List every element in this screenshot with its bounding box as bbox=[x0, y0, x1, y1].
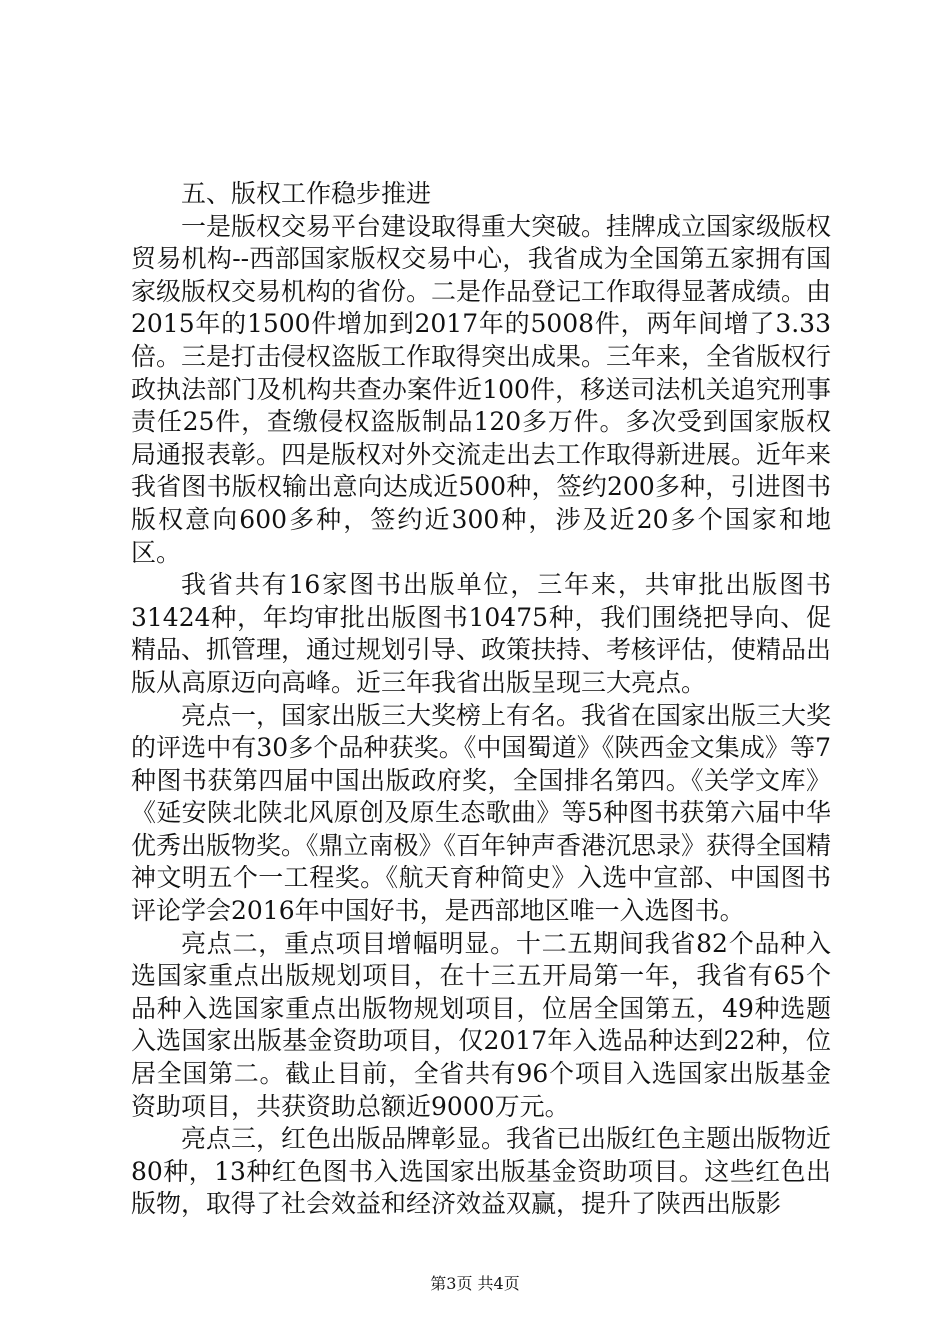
paragraph-publishing-overview: 我省共有16家图书出版单位，三年来，共审批出版图书31424种，年均审批出版图书10475种，我们围绕把导向、促精品、抓管理，通过规划引导、政策扶持、考核评估，使精品出版从高原迈向高峰。近三年我省出版呈现三大亮点。 bbox=[131, 570, 832, 697]
section-heading: 五、版权工作稳步推进 bbox=[181, 179, 432, 208]
paragraph-highlight-two: 亮点二，重点项目增幅明显。十二五期间我省82个品种入选国家重点出版规划项目，在十三五开局第一年，我省有65个品种入选国家重点出版物规划项目，位居全国第五，49种选题入选国家出版基金资助项目，仅2017年入选品种达到22种，位居全国第二。截止目前，全省共有96个项目入选国家出版基金资助项目，共获资助总额近9000万元。 bbox=[131, 928, 831, 1121]
paragraph-highlight-three: 亮点三，红色出版品牌彰显。我省已出版红色主题出版物近80种，13种红色图书入选国家出版基金资助项目。这些红色出版物，取得了社会效益和经济效益双赢，提升了陕西出版影 bbox=[131, 1124, 832, 1219]
paragraph-copyright: 一是版权交易平台建设取得重大突破。挂牌成立国家级版权贸易机构--西部国家版权交易中心，我省成为全国第五家拥有国家级版权交易机构的省份。二是作品登记工作取得显著成绩。由2015年的1500件增加到2017年的5008件，两年间增了3.33倍。三是打击侵权盗版工作取得突出成果。三年来，全省版权行政执法部门及机构共查办案件近100件，移送司法机关追究刑事责任25件，查缴侵权盗版制品120多万件。多次受到国家版权局通报表彰。四是版权对外交流走出去工作取得新进展。近年来我省图书版权输出意向达成近500种，签约200多种，引进图书版权意向600多种，签约近300种，涉及近20多个国家和地区。 bbox=[131, 211, 832, 567]
document-body bbox=[131, 178, 831, 1221]
paragraph-highlight-one: 亮点一，国家出版三大奖榜上有名。我省在国家出版三大奖的评选中有30多个品种获奖。《中国蜀道》《陕西金文集成》等7种图书获第四届中国出版政府奖，全国排名第四。《关学文库》《延安陕北陕北风原创及原生态歌曲》等5种图书获第六届中华优秀出版物奖。《鼎立南极》《百年钟声香港沉思录》获得全国精神文明五个一工程奖。《航天育种简史》入选中宣部、中国图书评论学会2016年中国好书，是西部地区唯一入选图书。 bbox=[131, 700, 832, 926]
page-number-footer: 第3页 共4页 bbox=[430, 1274, 520, 1293]
